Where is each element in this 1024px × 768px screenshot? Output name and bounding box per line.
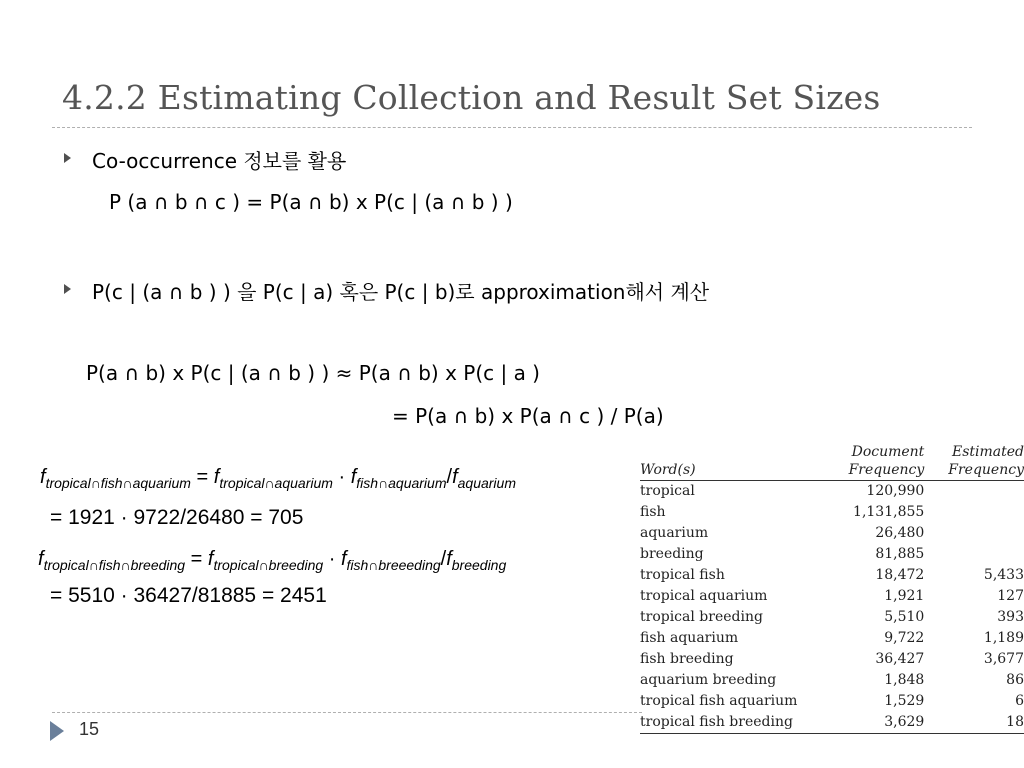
- table-row: [640, 691, 1024, 712]
- doc-freq-cell: 1,848: [884, 672, 925, 688]
- f-symbol: f: [452, 466, 458, 488]
- equals-symbol: =: [190, 548, 203, 570]
- est-freq-cell: 6: [1015, 693, 1024, 709]
- formula-subscript: tropical∩breeding: [213, 557, 324, 573]
- est-freq-cell: [924, 502, 1024, 523]
- table-header-cell: Frequency: [924, 462, 1024, 481]
- f-symbol: f: [207, 548, 214, 570]
- f-symbol: f: [340, 548, 347, 570]
- equation-approx: P(a ∩ b) x P(c | (a ∩ b ) ) ≈ P(a ∩ b) x P(c | a ): [86, 361, 540, 385]
- dot-symbol: ·: [328, 548, 336, 570]
- est-freq-cell: 86: [1006, 672, 1024, 688]
- table-row: [640, 607, 1024, 628]
- word-cell: tropical breeding: [640, 609, 763, 625]
- word-cell: aquarium: [640, 525, 709, 541]
- f-symbol: f: [213, 466, 220, 488]
- table-row: [640, 628, 1024, 649]
- frequency-table: [640, 444, 1024, 734]
- table-row: [640, 565, 1024, 586]
- dot-symbol: ·: [338, 466, 346, 488]
- word-cell: tropical fish: [640, 567, 725, 583]
- doc-freq-cell: 1,131,855: [853, 504, 925, 520]
- table-row: [640, 481, 1024, 503]
- est-freq-cell: 393: [997, 609, 1024, 625]
- slash-symbol: /: [446, 466, 453, 488]
- title-divider: [52, 127, 972, 128]
- est-freq-cell: 1,189: [983, 630, 1024, 646]
- word-cell: tropical: [640, 483, 695, 499]
- table-header-row: [640, 444, 1024, 462]
- formula-aquarium: [40, 466, 516, 491]
- doc-freq-cell: 1,921: [884, 588, 925, 604]
- doc-freq-cell: 81,885: [875, 546, 925, 562]
- doc-freq-cell: 26,480: [875, 525, 925, 541]
- table-header-cell: Frequency: [835, 462, 925, 481]
- word-cell: tropical fish breeding: [640, 712, 835, 734]
- word-cell: fish: [640, 504, 666, 520]
- table-header-cell: Document: [851, 444, 925, 460]
- word-cell: breeding: [640, 546, 704, 562]
- est-freq-cell: 18: [924, 712, 1024, 734]
- table-header-cell: Estimated: [951, 444, 1024, 460]
- doc-freq-cell: 18,472: [875, 567, 925, 583]
- formula-subscript: aquarium: [457, 475, 516, 491]
- est-freq-cell: [924, 544, 1024, 565]
- doc-freq-cell: 36,427: [875, 651, 925, 667]
- est-freq-cell: 3,677: [983, 651, 1024, 667]
- bullet-approximation: P(c | (a ∩ b ) ) 을 P(c | a) 혹은 P(c | b)로 approximation해서 계산: [92, 280, 710, 304]
- table-row: [640, 544, 1024, 565]
- slash-symbol: /: [440, 548, 447, 570]
- table-row: [640, 712, 1024, 734]
- table-row: [640, 502, 1024, 523]
- doc-freq-cell: 3,629: [835, 712, 925, 734]
- calc-breeding: = 5510 · 36427/81885 = 2451: [50, 584, 327, 607]
- formula-subscript: tropical∩fish∩breeding: [43, 557, 186, 573]
- est-freq-cell: 127: [997, 588, 1024, 604]
- formula-subscript: tropical∩fish∩aquarium: [45, 475, 191, 491]
- page-number: 15: [79, 719, 100, 739]
- f-symbol: f: [350, 466, 357, 488]
- bullet-arrow-icon: [64, 284, 71, 294]
- equals-symbol: =: [196, 466, 209, 488]
- calc-aquarium: = 1921 · 9722/26480 = 705: [50, 506, 304, 529]
- formula-subscript: fish∩breeeding: [346, 557, 441, 573]
- table-row: [640, 670, 1024, 691]
- word-cell: fish aquarium: [640, 630, 739, 646]
- word-cell: tropical fish aquarium: [640, 693, 798, 709]
- doc-freq-cell: 1,529: [884, 693, 925, 709]
- table-row: [640, 586, 1024, 607]
- f-symbol: f: [40, 466, 46, 488]
- doc-freq-cell: 120,990: [866, 483, 925, 499]
- footer-divider: [52, 712, 642, 713]
- table-row: [640, 649, 1024, 670]
- f-symbol: f: [38, 548, 44, 570]
- table-header-cell: [640, 444, 835, 462]
- doc-freq-cell: 9,722: [884, 630, 925, 646]
- formula-breeding: [38, 548, 506, 573]
- slide-title: 4.2.2 Estimating Collection and Result Set Sizes: [62, 78, 881, 117]
- doc-freq-cell: 5,510: [884, 609, 925, 625]
- footer-arrow-icon: [50, 721, 64, 741]
- table-header-row: [640, 462, 1024, 481]
- formula-subscript: breeding: [451, 557, 507, 573]
- word-cell: aquarium breeding: [640, 672, 777, 688]
- est-freq-cell: 5,433: [983, 567, 1024, 583]
- formula-subscript: fish∩aquarium: [356, 475, 447, 491]
- word-cell: fish breeding: [640, 651, 734, 667]
- table-header-cell: Word(s): [640, 462, 835, 481]
- f-symbol: f: [446, 548, 452, 570]
- equation-chain-rule: P (a ∩ b ∩ c ) = P(a ∩ b) x P(c | (a ∩ b ) ): [109, 190, 513, 214]
- est-freq-cell: [924, 523, 1024, 544]
- bullet-co-occurrence: Co-occurrence 정보를 활용: [92, 149, 347, 173]
- equation-result: = P(a ∩ b) x P(a ∩ c ) / P(a): [392, 404, 664, 428]
- bullet-arrow-icon: [64, 153, 71, 163]
- word-cell: tropical aquarium: [640, 588, 768, 604]
- formula-subscript: tropical∩aquarium: [219, 475, 333, 491]
- est-freq-cell: [924, 481, 1024, 503]
- table-row: [640, 523, 1024, 544]
